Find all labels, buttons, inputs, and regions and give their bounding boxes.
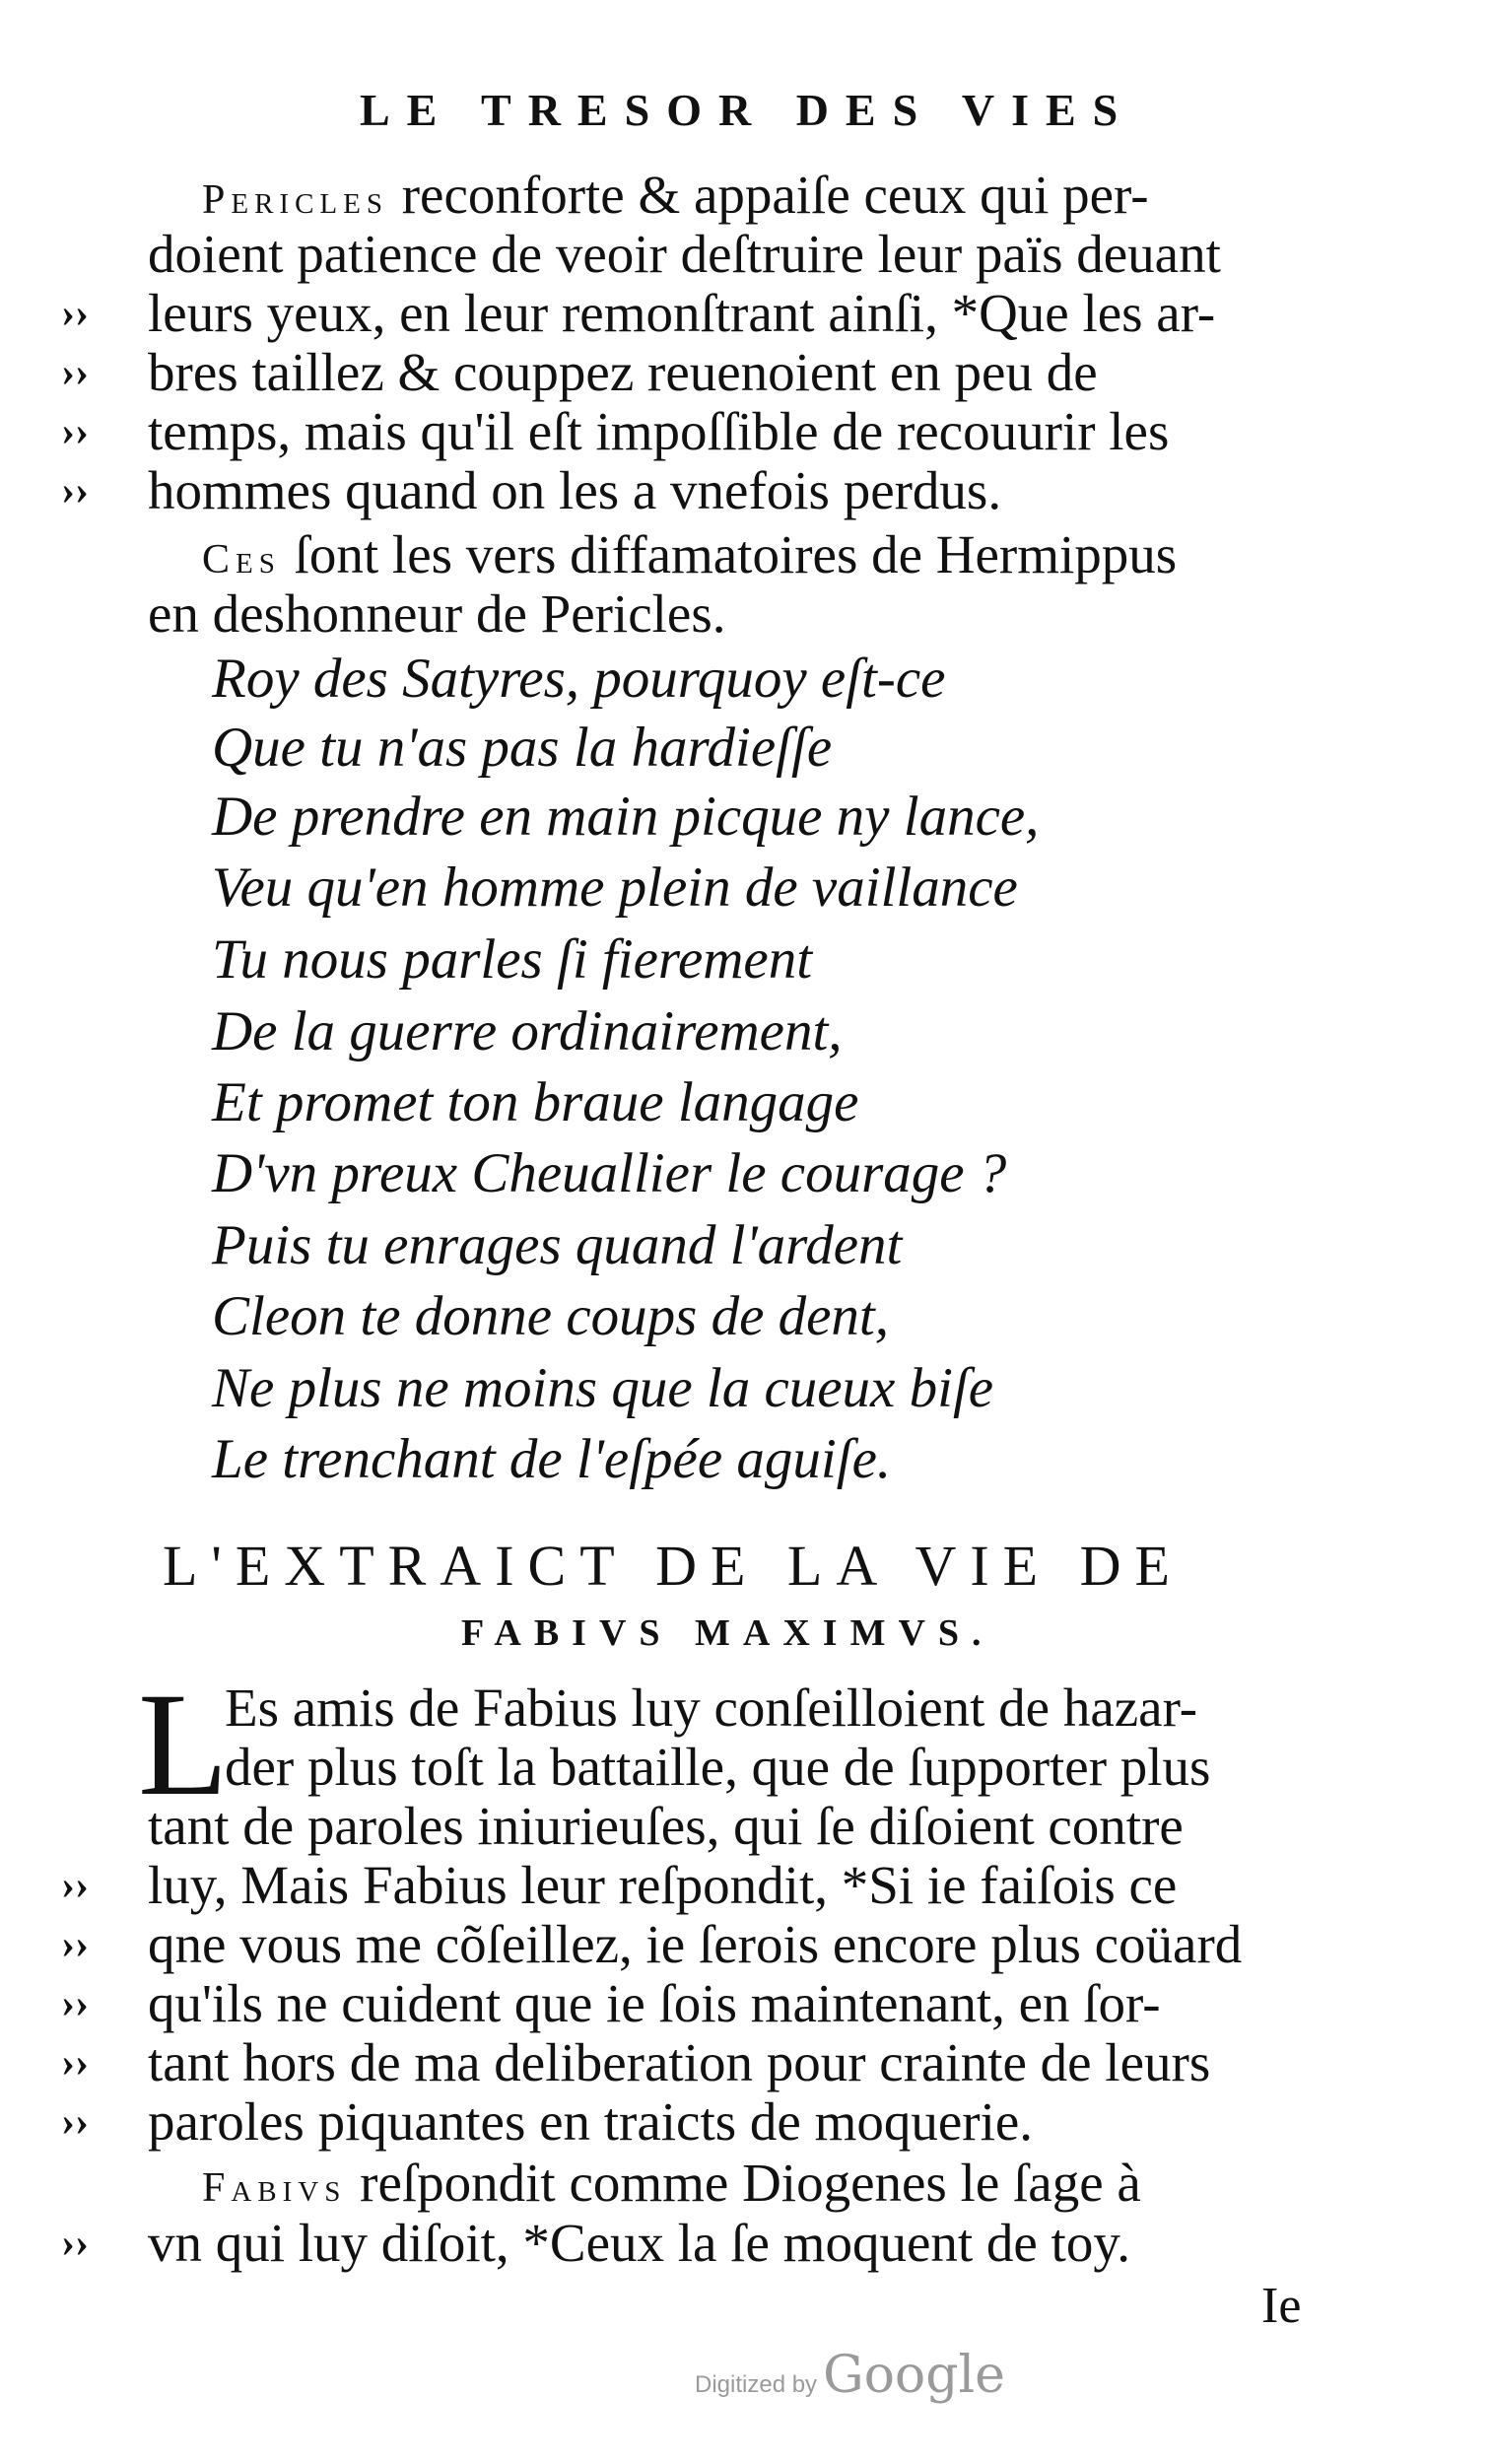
catchword: Ie	[1261, 2278, 1302, 2334]
text-line: bres taillez & couppez reuenoient en peu de	[148, 342, 1098, 402]
running-head: LE TRESOR DES VIES	[360, 85, 1135, 135]
quote-marker: ››	[61, 409, 89, 454]
quote-marker: ››	[61, 2040, 89, 2086]
text-line: doient patience de veoir deſtruire leur païs deuant	[148, 224, 1221, 284]
digitization-watermark	[695, 2346, 1005, 2405]
watermark-prefix: Digitized by	[695, 2371, 818, 2398]
verse-line: Cleon te donne coups de dent,	[212, 1285, 890, 1347]
quote-marker: ››	[61, 2099, 89, 2145]
chapter-subheading: FABIVS MAXIMVS.	[461, 1612, 994, 1654]
text-line	[202, 165, 1149, 225]
quote-marker: ››	[61, 291, 89, 336]
drop-cap: L	[138, 1663, 229, 1826]
text-line: leurs yeux, en leur remonſtrant ainſi, *Que les ar-	[148, 283, 1216, 343]
quote-marker: ››	[61, 468, 89, 513]
verse-line: Roy des Satyres, pourquoy eſt-ce	[212, 648, 946, 710]
text-line: qu'ils ne cuident que ie ſois maintenant, en ſor-	[148, 1973, 1161, 2033]
text-line	[202, 2153, 1141, 2213]
text-line: en deshonneur de Pericles.	[148, 583, 726, 644]
verse-line: Puis tu enrages quand l'ardent	[212, 1214, 903, 1276]
verse-line: Et promet ton braue langage	[212, 1071, 859, 1133]
text-line: vn qui luy diſoit, *Ceux la ſe moquent de toy.	[148, 2213, 1131, 2273]
verse-line: D'vn preux Cheuallier le courage ?	[212, 1142, 1007, 1204]
quote-marker: ››	[61, 1863, 89, 1908]
verse-line: De prendre en main picque ny lance,	[212, 786, 1040, 848]
text-line: paroles piquantes en traicts de moquerie.	[148, 2091, 1034, 2152]
lead-word: Fabivs	[202, 2165, 347, 2211]
line-text: reconforte & appaiſe ceux qui per-	[387, 165, 1149, 225]
verse-line: Veu qu'en homme plein de vaillance	[212, 856, 1018, 919]
verse-line: Que tu n'as pas la hardieſſe	[212, 717, 833, 779]
quote-marker: ››	[61, 2221, 89, 2266]
verse-line: Tu nous parles ſi fierement	[212, 928, 813, 991]
line-text: ſont les vers diffamatoires de Hermippus	[280, 524, 1178, 584]
quote-marker: ››	[61, 1922, 89, 1967]
quote-marker: ››	[61, 350, 89, 395]
text-line: qne vous me cõſeillez, ie ſerois encore plus coüard	[148, 1914, 1243, 1974]
lead-word: Ces	[202, 537, 281, 582]
text-line: tant de paroles iniurieuſes, qui ſe diſoient contre	[148, 1796, 1184, 1856]
quote-marker: ››	[61, 1981, 89, 2026]
text-line: luy, Mais Fabius leur reſpondit, *Si ie faiſois ce	[148, 1855, 1178, 1915]
verse-line: Le trenchant de l'eſpée aguiſe.	[212, 1428, 892, 1490]
text-line: tant hors de ma deliberation pour crainte de leurs	[148, 2032, 1211, 2092]
text-line: hommes quand on les a vnefois perdus.	[148, 460, 1002, 520]
text-line: der plus toſt la battaille, que de ſupporter plus	[225, 1737, 1211, 1797]
chapter-heading: L'EXTRAICT DE LA VIE DE	[163, 1534, 1184, 1598]
text-line: Es amis de Fabius luy conſeilloient de hazar-	[225, 1677, 1198, 1738]
text-line: temps, mais qu'il eſt impoſſible de recouurir les	[148, 401, 1170, 461]
lead-word: Pericles	[202, 177, 388, 223]
verse-line: De la guerre ordinairement,	[212, 1000, 843, 1062]
line-text: reſpondit comme Diogenes le ſage à	[346, 2153, 1141, 2213]
verse-line: Ne plus ne moins que la cueux biſe	[212, 1357, 994, 1419]
google-logo: Google	[823, 2346, 1005, 2405]
text-line	[202, 524, 1178, 584]
